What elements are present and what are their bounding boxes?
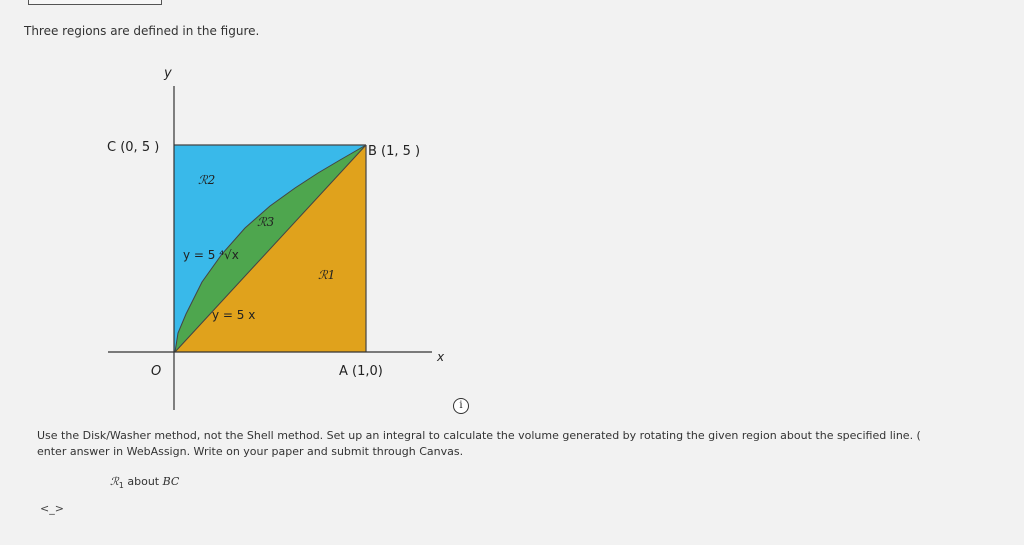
point-c-label: C (0, 5 ) — [107, 140, 160, 155]
problem-statement — [110, 475, 179, 490]
instructions — [37, 428, 1022, 460]
origin-label: O — [151, 364, 162, 379]
intro-text: Three regions are defined in the figure. — [24, 24, 260, 38]
info-icon[interactable]: i — [453, 398, 469, 414]
region-r3-label: ℛ3 — [257, 215, 275, 229]
instructions-line-2: enter answer in WebAssign. Write on your paper and submit through Canvas. — [37, 445, 464, 458]
x-axis-label: x — [437, 350, 445, 364]
curve-line-label: y = 5 x — [212, 308, 256, 322]
region-symbol: ℛ — [110, 475, 119, 488]
code-icon[interactable]: <_> — [40, 502, 64, 515]
rotation-line: BC — [162, 475, 180, 488]
region-subscript: 1 — [118, 481, 124, 490]
region-r2-label: ℛ2 — [198, 173, 216, 187]
y-axis-label: y — [164, 66, 172, 81]
point-a-label: A (1,0) — [339, 364, 383, 379]
region-r1-label: ℛ1 — [318, 268, 336, 282]
instructions-line-1: Use the Disk/Washer method, not the Shell method. Set up an integral to calculate the volume generated by rotating the given region about the specified line. ( — [37, 429, 921, 442]
point-b-label: B (1, 5 ) — [368, 144, 421, 159]
about-text: about — [127, 475, 160, 488]
curve-root-label: y = 5 ⁴√x — [183, 248, 239, 262]
